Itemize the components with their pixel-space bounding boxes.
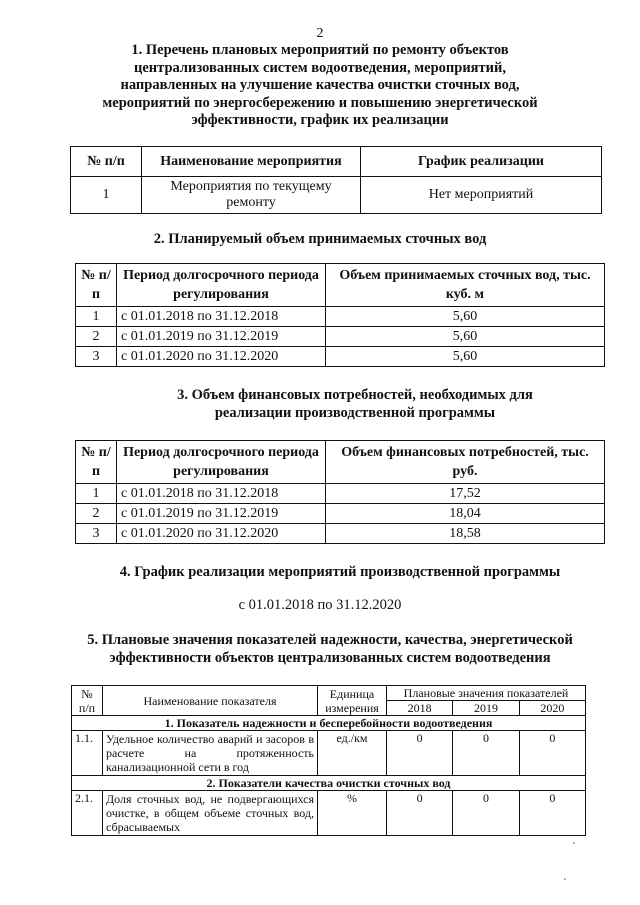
header-finance: Объем финансовых потребностей, тыс. руб. — [326, 441, 605, 484]
table-row — [76, 347, 605, 367]
header-unit: Единица измерения — [318, 686, 387, 716]
header-year: 2018 — [387, 701, 453, 716]
table-row — [76, 524, 605, 544]
section-1-table — [70, 146, 602, 214]
section-4-title: 4. График реализации мероприятий производственной программы — [119, 564, 561, 580]
table-header-row — [72, 686, 586, 701]
cell-volume: 5,60 — [326, 307, 605, 327]
table-row — [76, 504, 605, 524]
cell-value: 0 — [387, 731, 453, 776]
section-5-table — [71, 685, 586, 836]
cell-period: с 01.01.2020 по 31.12.2020 — [117, 524, 326, 544]
page-number: 2 — [316, 26, 324, 41]
cell-finance: 18,04 — [326, 504, 605, 524]
cell-value: 0 — [519, 791, 585, 836]
header-activity-name: Наименование мероприятия — [142, 147, 361, 177]
header-planned-values: Плановые значения показателей — [387, 686, 586, 701]
cell-number: 3 — [76, 347, 117, 367]
header-period: Период долгосрочного периода регулирования — [117, 441, 326, 484]
header-number: № п/п — [76, 264, 117, 307]
cell-number: 1.1. — [72, 731, 103, 776]
header-year: 2020 — [519, 701, 585, 716]
header-number: № п/п — [72, 686, 103, 716]
cell-number: 1 — [76, 307, 117, 327]
cell-indicator-name: Удельное количество аварий и засоров в расчете на протяженность канализационной сети в год — [103, 731, 318, 776]
cell-schedule: Нет мероприятий — [361, 177, 602, 214]
table-row — [72, 731, 586, 776]
cell-unit: % — [318, 791, 387, 836]
section-3-title: 3. Объем финансовых потребностей, необходимых для реализации производственной программы — [177, 387, 533, 421]
header-number: № п/п — [76, 441, 117, 484]
table-row — [72, 791, 586, 836]
cell-period: с 01.01.2019 по 31.12.2019 — [117, 327, 326, 347]
cell-period: с 01.01.2018 по 31.12.2018 — [117, 307, 326, 327]
cell-number: 3 — [76, 524, 117, 544]
cell-number: 2 — [76, 327, 117, 347]
header-indicator-name: Наименование показателя — [103, 686, 318, 716]
section-5-title: 5. Плановые значения показателей надежности, качества, энергетической эффективности объектов централизованных систем водоотведения — [87, 632, 573, 666]
cell-finance: 18,58 — [326, 524, 605, 544]
table-header-row — [76, 441, 605, 484]
scan-speck — [564, 878, 566, 880]
cell-value: 0 — [387, 791, 453, 836]
table-header-row — [76, 264, 605, 307]
section-2-table — [75, 263, 605, 367]
group-label: 1. Показатель надежности и бесперебойности водоотведения — [72, 716, 586, 731]
cell-period: с 01.01.2020 по 31.12.2020 — [117, 347, 326, 367]
cell-indicator-name: Доля сточных вод, не подвергающихся очистке, в общем объеме сточных вод, сбрасываемых — [103, 791, 318, 836]
cell-finance: 17,52 — [326, 484, 605, 504]
header-year: 2019 — [453, 701, 519, 716]
cell-value: 0 — [519, 731, 585, 776]
cell-number: 1 — [76, 484, 117, 504]
section-1-title: 1. Перечень плановых мероприятий по ремонту объектов централизованных систем водоотведения, мероприятий, направленных на улучшение качества очистки сточных вод, мероприятий по энергосбережению и повышению энергетической эффективности, график их реализации — [102, 42, 538, 128]
cell-unit: ед./км — [318, 731, 387, 776]
cell-value: 0 — [453, 731, 519, 776]
group-label: 2. Показатели качества очистки сточных вод — [72, 776, 586, 791]
cell-volume: 5,60 — [326, 327, 605, 347]
cell-number: 1 — [71, 177, 142, 214]
table-row — [71, 177, 602, 214]
header-schedule: График реализации — [361, 147, 602, 177]
section-4-period: с 01.01.2018 по 31.12.2020 — [238, 597, 402, 613]
cell-period: с 01.01.2018 по 31.12.2018 — [117, 484, 326, 504]
cell-number: 2.1. — [72, 791, 103, 836]
table-header-row — [71, 147, 602, 177]
cell-period: с 01.01.2019 по 31.12.2019 — [117, 504, 326, 524]
scan-speck — [573, 842, 575, 844]
section-2-title: 2. Планируемый объем принимаемых сточных вод — [153, 231, 487, 247]
cell-volume: 5,60 — [326, 347, 605, 367]
group-row — [72, 716, 586, 731]
table-row — [76, 307, 605, 327]
cell-number: 2 — [76, 504, 117, 524]
table-row — [76, 484, 605, 504]
header-period: Период долгосрочного периода регулирования — [117, 264, 326, 307]
header-number: № п/п — [71, 147, 142, 177]
header-volume: Объем принимаемых сточных вод, тыс. куб. м — [326, 264, 605, 307]
section-3-table — [75, 440, 605, 544]
cell-activity: Мероприятия по текущему ремонту — [142, 177, 361, 214]
cell-value: 0 — [453, 791, 519, 836]
table-row — [76, 327, 605, 347]
group-row — [72, 776, 586, 791]
